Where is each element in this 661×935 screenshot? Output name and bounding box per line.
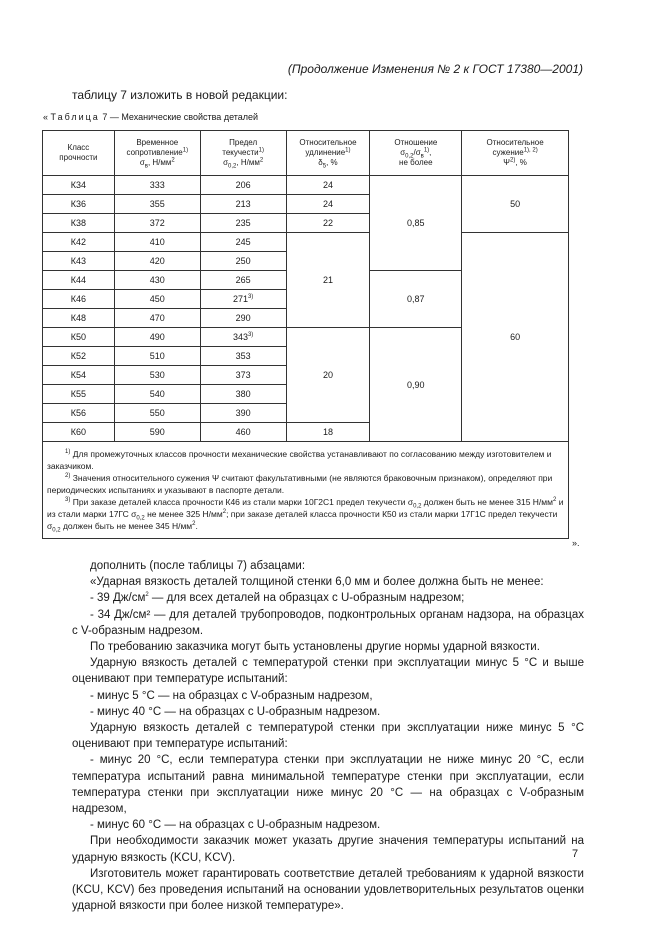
table-close-mark: ». bbox=[572, 538, 580, 548]
paragraph: «Ударная вязкость деталей толщиной стенки 6,0 мм и более должна быть не менее: bbox=[90, 576, 544, 589]
paragraph: Ударную вязкость деталей с температурой стенки при эксплуатации минус 5 °С и выше оценивают при температуре испытаний: bbox=[72, 657, 584, 686]
cell-class: К36 bbox=[43, 195, 115, 214]
cell-class: К52 bbox=[43, 347, 115, 366]
cell-tensile: 430 bbox=[114, 271, 200, 290]
cell-tensile: 490 bbox=[114, 328, 200, 347]
cell-yield: 380 bbox=[200, 385, 286, 404]
cell-yield: 235 bbox=[200, 214, 286, 233]
cell-class: К38 bbox=[43, 214, 115, 233]
cell-tensile: 530 bbox=[114, 366, 200, 385]
table-notes-row bbox=[43, 442, 569, 539]
cell-class: К54 bbox=[43, 366, 115, 385]
cell-elongation: 22 bbox=[286, 214, 370, 233]
cell-tensile: 333 bbox=[114, 176, 200, 195]
cell-tensile: 550 bbox=[114, 404, 200, 423]
col-elongation: Относительное удлинение$^{1)}$ $\delta_5$, % bbox=[286, 131, 370, 176]
paragraph: - минус 40 °С — на образцах с U-образным надрезом. bbox=[90, 705, 381, 718]
note-3: $^{3)}$ При заказе деталей класса прочности К46 из стали марки 10Г2С1 предел текучести $\sigma_{0,2}$ должен быть не менее 315 $Н/мм^2$ и из стали марки 17ГС $\sigma_{0,2}$ не менее 325 $Н/мм^2$; при заказе деталей класса прочности К50 из стали марки 17Г1С предел текучести $\sigma_{0,2}$ должен быть не менее 345 $Н/мм^2$. bbox=[47, 497, 564, 534]
cell-class: К56 bbox=[43, 404, 115, 423]
page-number: 7 bbox=[572, 848, 579, 860]
caption-rest: 7 — Механические свойства деталей bbox=[99, 112, 259, 122]
paragraph: - 39 $Дж/см^2$ — для всех деталей на образцах с U-образным надрезом; bbox=[90, 592, 465, 605]
body-text bbox=[72, 558, 584, 914]
cell-narrowing: 50 bbox=[462, 176, 569, 233]
properties-table bbox=[42, 130, 569, 539]
col-narrowing: Относительное сужение$^{1), 2)}$ $\Psi^{2)}$, % bbox=[462, 131, 569, 176]
col-class: Класс прочности bbox=[43, 131, 115, 176]
paragraph: дополнить (после таблицы 7) абзацами: bbox=[90, 560, 306, 572]
cell-class: К43 bbox=[43, 252, 115, 271]
cell-tensile: 355 bbox=[114, 195, 200, 214]
caption-prefix: « bbox=[43, 112, 51, 122]
col-ratio: Отношение $\sigma_{0,2}/\sigma_в^{1)}$, не более bbox=[370, 131, 462, 176]
page-header: (Продолжение Изменения № 2 к ГОСТ 17380—2001) bbox=[287, 62, 583, 76]
cell-tensile: 540 bbox=[114, 385, 200, 404]
cell-ratio: 0,85 bbox=[370, 176, 462, 271]
cell-class: К50 bbox=[43, 328, 115, 347]
paragraph: При необходимости заказчик может указать другие значения температуры испытаний на ударную вязкость (KCU, KCV). bbox=[72, 835, 584, 864]
cell-yield: 245 bbox=[200, 233, 286, 252]
cell-yield: 290 bbox=[200, 309, 286, 328]
caption-word: Таблица bbox=[50, 112, 100, 122]
paragraph: По требованию заказчика могут быть установлены другие нормы ударной вязкости. bbox=[90, 641, 540, 654]
cell-yield: 353 bbox=[200, 347, 286, 366]
table-row bbox=[43, 233, 569, 252]
cell-class: К42 bbox=[43, 233, 115, 252]
cell-yield: 460 bbox=[200, 423, 286, 442]
cell-elongation: 20 bbox=[286, 328, 370, 423]
table-row bbox=[43, 176, 569, 195]
col-tensile: Временное сопротивление$^{1)}$ $\sigma_в$, $Н/мм^2$ bbox=[114, 131, 200, 176]
cell-yield: 373 bbox=[200, 366, 286, 385]
cell-tensile: 372 bbox=[114, 214, 200, 233]
cell-elongation: 21 bbox=[286, 233, 370, 328]
cell-yield: 250 bbox=[200, 252, 286, 271]
cell-yield: 390 bbox=[200, 404, 286, 423]
cell-yield: 213 bbox=[200, 195, 286, 214]
cell-yield: 271$^{3)}$ bbox=[200, 290, 286, 309]
table-caption bbox=[43, 112, 258, 122]
cell-ratio: 0,87 bbox=[370, 271, 462, 328]
cell-tensile: 420 bbox=[114, 252, 200, 271]
cell-ratio: 0,90 bbox=[370, 328, 462, 442]
paragraph: Изготовитель может гарантировать соответствие деталей требованиям к ударной вязкости (KCU, KCV) без проведения испытаний на основании удовлетворительных результатов оценки ударной вязкости при более низкой температуре». bbox=[72, 867, 584, 913]
cell-yield: 265 bbox=[200, 271, 286, 290]
paragraph: - минус 20 °С, если температура стенки при эксплуатации не ниже минус 20 °С, если температура испытаний равна минимальной температуре стенки при эксплуатации, если температура стенки при эксплуатации ниже минус 20 °С — на образцах с V-образным надрезом, bbox=[72, 754, 584, 816]
paragraph: - минус 5 °С — на образцах с V-образным надрезом, bbox=[90, 689, 373, 702]
note-2: $^{2)}$ Значения относительного сужения Ψ считают факультативными (не являются браковочным признаком), определяют при периодических испытаниях и указывают в паспорте детали. bbox=[47, 473, 553, 495]
cell-elongation: 18 bbox=[286, 423, 370, 442]
cell-class: К48 bbox=[43, 309, 115, 328]
cell-elongation: 24 bbox=[286, 195, 370, 214]
table-notes bbox=[43, 442, 569, 539]
cell-yield: 206 bbox=[200, 176, 286, 195]
cell-tensile: 590 bbox=[114, 423, 200, 442]
col-yield: Предел текучести$^{1)}$ $\sigma_{0,2}$, $Н/мм^2$ bbox=[200, 131, 286, 176]
cell-class: К60 bbox=[43, 423, 115, 442]
cell-tensile: 470 bbox=[114, 309, 200, 328]
paragraph: Ударную вязкость деталей с температурой стенки при эксплуатации ниже минус 5 °С оценивают при температуре испытаний: bbox=[72, 722, 584, 751]
intro-text: таблицу 7 изложить в новой редакции: bbox=[72, 88, 288, 102]
cell-elongation: 24 bbox=[286, 176, 370, 195]
note-1: $^{1)}$ Для промежуточных классов прочности механические свойства устанавливают по согласованию между изготовителем и заказчиком. bbox=[47, 449, 552, 471]
cell-tensile: 410 bbox=[114, 233, 200, 252]
cell-class: К55 bbox=[43, 385, 115, 404]
table-header-row bbox=[43, 131, 569, 176]
cell-class: К34 bbox=[43, 176, 115, 195]
cell-narrowing: 60 bbox=[462, 233, 569, 442]
paragraph: - минус 60 °С — на образцах с U-образным надрезом. bbox=[90, 819, 381, 832]
cell-tensile: 510 bbox=[114, 347, 200, 366]
cell-yield: 343$^{3)}$ bbox=[200, 328, 286, 347]
cell-class: К44 bbox=[43, 271, 115, 290]
paragraph: - 34 Дж/см² — для деталей трубопроводов, подконтрольных органам надзора, на образцах с V-образным надрезом. bbox=[72, 608, 584, 637]
cell-tensile: 450 bbox=[114, 290, 200, 309]
cell-class: К46 bbox=[43, 290, 115, 309]
